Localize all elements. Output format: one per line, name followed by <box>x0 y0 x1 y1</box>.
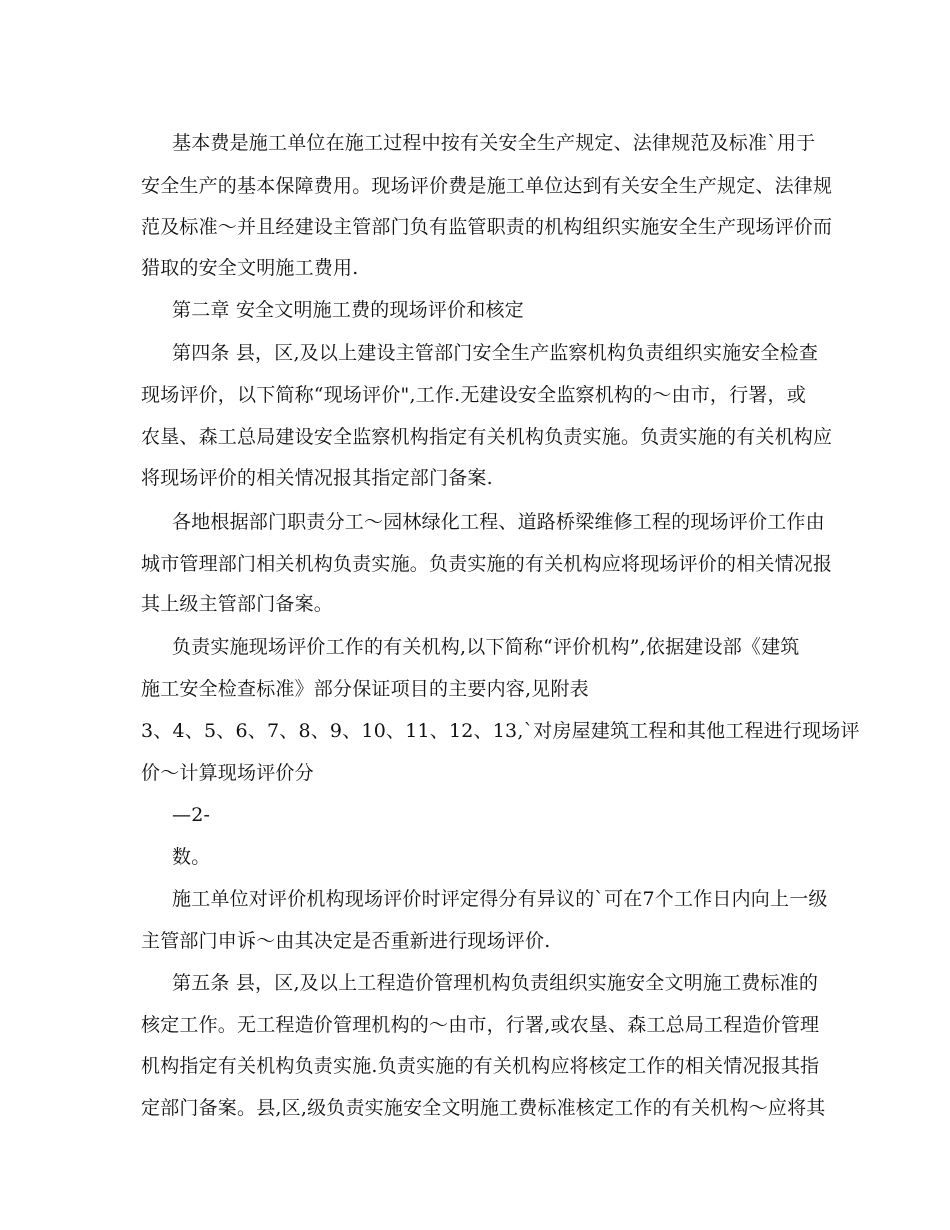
paragraph-3-line-2: 城市管理部门相关机构负责实施。负责实施的有关机构应将现场评价的相关情况报 <box>141 553 833 575</box>
article-4-line-1: 第四条 县，区,及以上建设主管部门安全生产监察机构负责组织实施安全检查 <box>172 342 819 364</box>
paragraph-3-line-1: 各地根据部门职责分工～园林绿化工程、道路桥梁维修工程的现场评价工作由 <box>172 511 825 533</box>
article-4-line-3: 农垦、森工总局建设安全监察机构指定有关机构负责实施。负责实施的有关机构应 <box>141 426 833 448</box>
paragraph-4-line-1: 负责实施现场评价工作的有关机构,以下简称“评价机构”,依据建设部《建筑 <box>172 636 800 658</box>
continued-line: 数。 <box>172 846 211 868</box>
paragraph-4-line-3: 3、4、5、6、7、8、9、10、11、12、13,`对房屋建筑工程和其他工程进行现场评 <box>141 720 860 742</box>
chapter-heading: 第二章 安全文明施工费的现场评价和核定 <box>172 299 524 321</box>
paragraph-5-line-1: 施工单位对评价机构现场评价时评定得分有异议的`可在7个工作日内向上一级 <box>172 888 828 910</box>
paragraph-1-line-3: 范及标准～并且经建设主管部门负有监管职责的机构组织实施安全生产现场评价而 <box>141 216 833 238</box>
article-5-line-4: 定部门备案。县,区,级负责实施安全文明施工费标准核定工作的有关机构～应将其 <box>141 1097 826 1119</box>
article-4-line-4: 将现场评价的相关情况报其指定部门备案. <box>141 467 493 489</box>
article-5-line-3: 机构指定有关机构负责实施.负责实施的有关机构应将核定工作的相关情况报其指 <box>141 1055 820 1077</box>
page-number: —2- <box>172 804 211 826</box>
article-5-line-2: 核定工作。无工程造价管理机构的～由市，行署,或农垦、森工总局工程造价管理 <box>141 1014 820 1036</box>
paragraph-3-line-3: 其上级主管部门备案。 <box>141 593 334 615</box>
paragraph-1-line-1: 基本费是施工单位在施工过程中按有关安全生产规定、法律规范及标准`用于 <box>172 132 816 154</box>
paragraph-1-line-2: 安全生产的基本保障费用。现场评价费是施工单位达到有关安全生产规定、法律规 <box>141 175 833 197</box>
article-4-line-2: 现场评价，以下简称“现场评价",工作.无建设安全监察机构的～由市，行署，或 <box>141 384 806 406</box>
paragraph-4-line-2: 施工安全检查标准》部分保证项目的主要内容,见附表 <box>141 678 589 700</box>
paragraph-4-line-4: 价～计算现场评价分 <box>141 762 314 784</box>
article-5-line-1: 第五条 县，区,及以上工程造价管理机构负责组织实施安全文明施工费标准的 <box>172 972 819 994</box>
paragraph-1-line-4: 猎取的安全文明施工费用. <box>141 257 359 279</box>
paragraph-5-line-2: 主管部门申诉～由其决定是否重新进行现场评价. <box>141 930 551 952</box>
